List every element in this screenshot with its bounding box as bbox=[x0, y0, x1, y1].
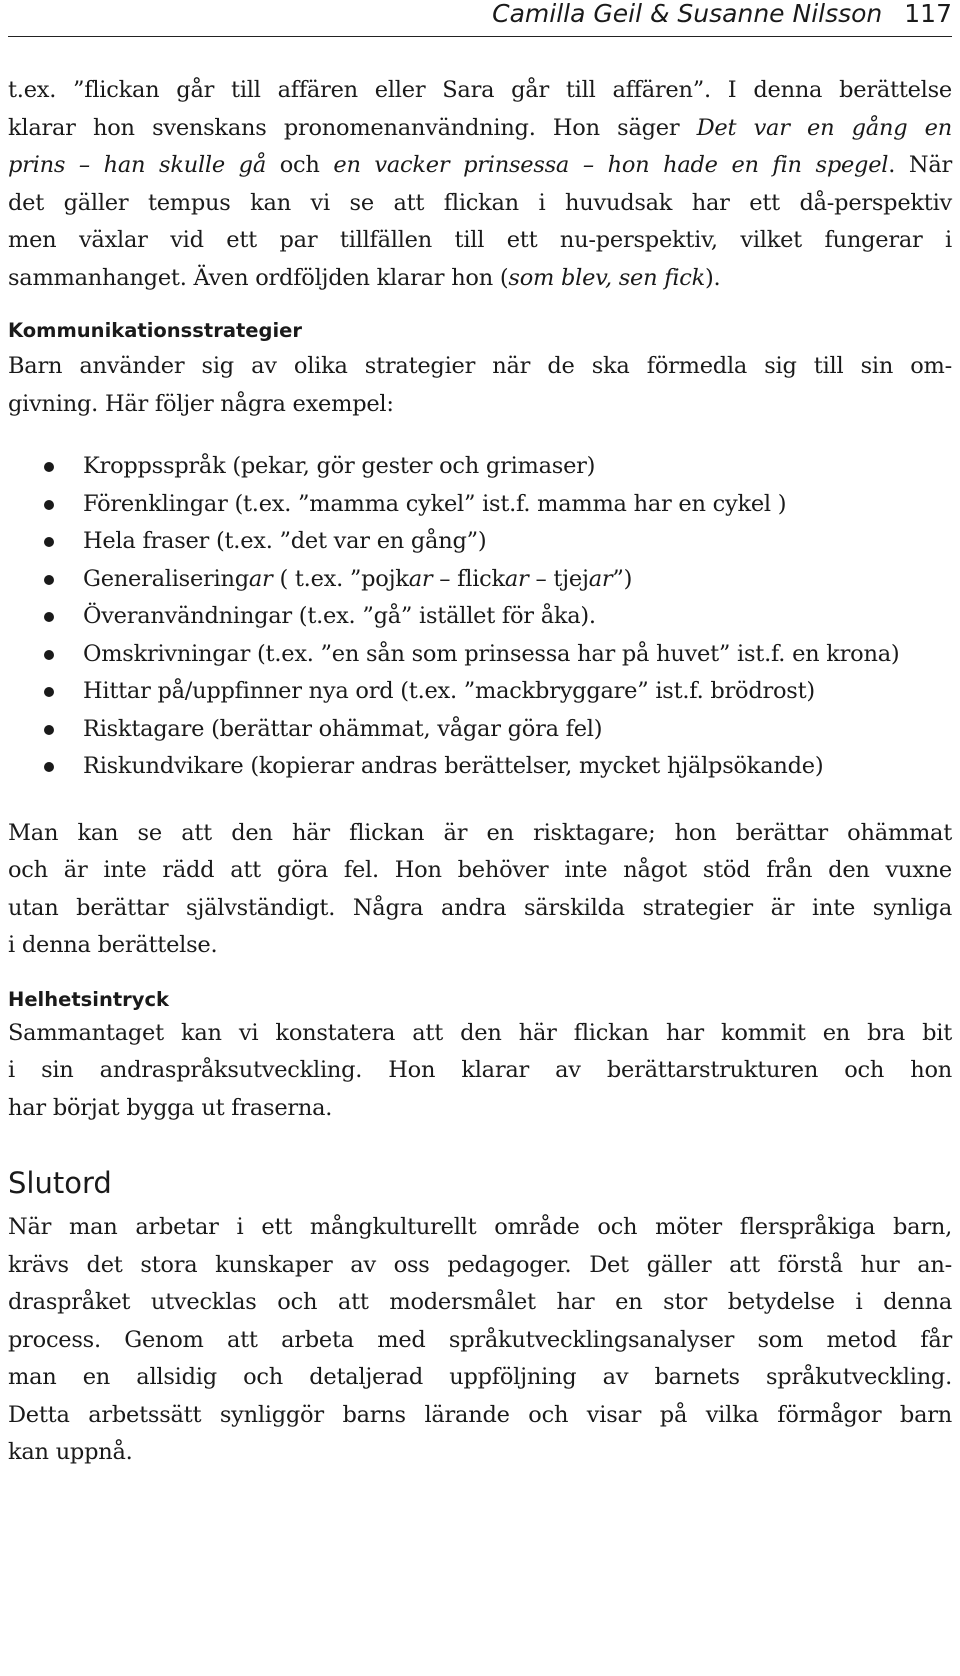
list-item bbox=[8, 448, 952, 486]
spacer bbox=[8, 297, 952, 318]
intro-line-3-text: prins – han skulle gå och en vacker prinsessa – hon hade en fin spegel. När bbox=[8, 152, 952, 178]
list-item-text: Överanvändningar (t.ex. ”gå” istället för åka). bbox=[83, 603, 596, 629]
page-number: 117 bbox=[904, 0, 952, 28]
section-heading-kommunikationsstrategier: Kommunikationsstrategier bbox=[8, 319, 303, 342]
spacer bbox=[8, 965, 952, 987]
intro-line-6 bbox=[8, 260, 952, 298]
list-item-text: Risktagare (berättar ohämmat, vågar göra fel) bbox=[83, 715, 603, 742]
kommunikation-lead-line-2: givning. Här följer några exempel: bbox=[8, 390, 394, 417]
page-content bbox=[8, 72, 952, 1472]
section-title-slutord: Slutord bbox=[8, 1166, 112, 1200]
bullet-icon bbox=[44, 762, 54, 772]
list-item-text: Hela fraser (t.ex. ”det var en gång”) bbox=[83, 528, 487, 554]
bullet-icon bbox=[44, 650, 54, 660]
conclusion-line-2: och är inte rädd att göra fel. Hon behöver inte något stöd från den vuxne bbox=[8, 857, 952, 883]
intro-line-2-text: klarar hon svenskans pronomenanvändning. Hon säger Det var en gång en bbox=[8, 114, 952, 141]
intro-paragraph bbox=[8, 72, 952, 297]
list-item-text: Generaliseringar ( t.ex. ”pojkar – flickar – tjejar”) bbox=[83, 565, 633, 592]
list-item bbox=[8, 711, 952, 749]
intro-line-3 bbox=[8, 147, 952, 185]
slutord-line-4: process. Genom att arbeta med språkutvecklingsanalyser som metod får bbox=[8, 1326, 952, 1353]
bullet-icon bbox=[44, 575, 54, 585]
slutord-line-6: Detta arbetssätt synliggör barns lärande och visar på vilka förmågor barn bbox=[8, 1401, 952, 1428]
conclusion-line-1: Man kan se att den här flickan är en risktagare; hon berättar ohämmat bbox=[8, 819, 952, 846]
list-item bbox=[8, 486, 952, 524]
strategy-bullet-list bbox=[8, 448, 952, 786]
list-item bbox=[8, 636, 952, 674]
list-item bbox=[8, 598, 952, 636]
kommunikation-conclusion bbox=[8, 815, 952, 965]
intro-line-6-text: sammanhanget. Även ordföljden klarar hon (som blev, sen fick). bbox=[8, 264, 721, 291]
helhet-line-3: har börjat bygga ut fraserna. bbox=[8, 1094, 333, 1121]
list-item-text: Kroppsspråk (pekar, gör gester och grimaser) bbox=[83, 453, 596, 479]
list-item-text: Hittar på/uppfinner nya ord (t.ex. ”mackbryggare” ist.f. brödrost) bbox=[83, 678, 815, 704]
spacer bbox=[8, 1127, 952, 1165]
list-item-text: Förenklingar (t.ex. ”mamma cykel” ist.f. mamma har en cykel ) bbox=[83, 490, 787, 517]
intro-line-5: men växlar vid ett par tillfällen till ett nu-perspektiv, vilket fungerar i bbox=[8, 227, 952, 253]
running-header bbox=[8, 0, 952, 37]
list-item bbox=[8, 561, 952, 599]
slutord-line-5: man en allsidig och detaljerad uppföljning av barnets språkutveckling. bbox=[8, 1364, 952, 1390]
slutord-line-1: När man arbetar i ett mångkulturellt område och möter flerspråkiga barn, bbox=[8, 1214, 952, 1240]
bullet-icon bbox=[44, 612, 54, 622]
list-item bbox=[8, 673, 952, 711]
header-authors: Camilla Geil & Susanne Nilsson bbox=[492, 0, 883, 28]
intro-line-1: t.ex. ”flickan går till affären eller Sara går till affären”. I denna berättelse bbox=[8, 77, 952, 103]
bullet-icon bbox=[44, 725, 54, 735]
slutord-line-7: kan uppnå. bbox=[8, 1439, 133, 1465]
kommunikation-lead-line-1: Barn använder sig av olika strategier när de ska förmedla sig till sin om- bbox=[8, 353, 952, 379]
bullet-icon bbox=[44, 500, 54, 510]
bullet-icon bbox=[44, 537, 54, 547]
conclusion-line-3: utan berättar självständigt. Några andra särskilda strategier är inte synliga bbox=[8, 894, 952, 921]
helhet-line-2: i sin andraspråksutveckling. Hon klarar av berättarstrukturen och hon bbox=[8, 1057, 952, 1083]
list-item bbox=[8, 748, 952, 786]
bullet-icon bbox=[44, 462, 54, 472]
helhet-line-1: Sammantaget kan vi konstatera att den här flickan har kommit en bra bit bbox=[8, 1019, 952, 1046]
spacer bbox=[8, 1201, 952, 1209]
slutord-line-2: krävs det stora kunskaper av oss pedagoger. Det gäller att förstå hur an- bbox=[8, 1251, 952, 1278]
spacer bbox=[8, 786, 952, 815]
list-item-text: Riskundvikare (kopierar andras berättelser, mycket hjälpsökande) bbox=[83, 753, 824, 779]
list-item-text: Omskrivningar (t.ex. ”en sån som prinsessa har på huvet” ist.f. en krona) bbox=[83, 640, 900, 667]
helhet-paragraph bbox=[8, 1015, 952, 1128]
intro-line-4: det gäller tempus kan vi se att flickan i huvudsak har ett då-perspektiv bbox=[8, 189, 952, 216]
bullet-icon bbox=[44, 687, 54, 697]
section-heading-helhetsintryck: Helhetsintryck bbox=[8, 987, 170, 1011]
slutord-paragraph bbox=[8, 1209, 952, 1472]
list-item bbox=[8, 523, 952, 561]
intro-line-2 bbox=[8, 110, 952, 148]
conclusion-line-4: i denna berättelse. bbox=[8, 932, 218, 958]
slutord-line-3: draspråket utvecklas och att modersmålet har en stor betydelse i denna bbox=[8, 1289, 952, 1315]
spacer bbox=[8, 423, 952, 448]
